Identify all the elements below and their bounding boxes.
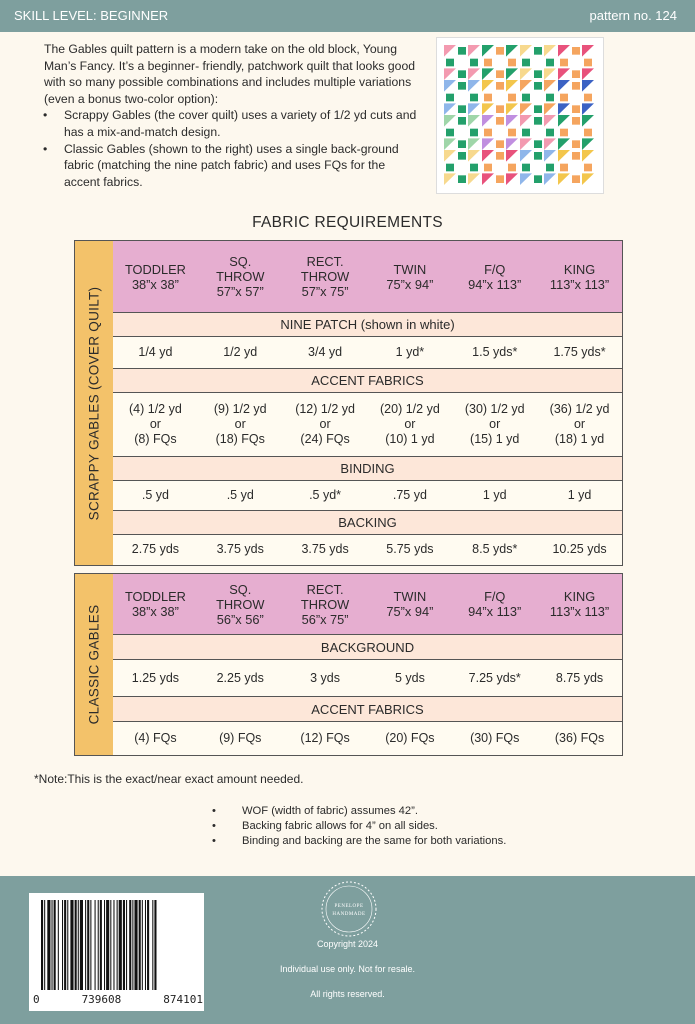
quilt-triangle	[558, 115, 570, 127]
quilt-square	[546, 129, 554, 137]
quilt-triangle	[582, 103, 594, 115]
classic-gables-table	[74, 573, 623, 756]
backing-band: BACKING	[113, 511, 622, 535]
quilt-square	[572, 152, 580, 160]
nine-patch-value: 1/4 yd	[138, 345, 173, 359]
quilt-triangle	[444, 173, 456, 185]
size-header: RECT. THROW 57”x 75”	[300, 254, 350, 299]
quilt-triangle	[558, 150, 570, 162]
intro-text	[44, 41, 424, 190]
quilt-triangle	[444, 103, 456, 115]
pattern-number: pattern no. 124	[589, 8, 677, 23]
accent-value: (36) FQs	[554, 730, 605, 745]
size-header: SQ. THROW 57”x 57”	[216, 254, 265, 299]
quilt-square	[572, 175, 580, 183]
quilt-triangle	[444, 115, 456, 127]
quilt-square	[458, 175, 466, 183]
binding-row	[113, 481, 622, 511]
quilt-square	[458, 70, 466, 78]
quilt-square	[572, 70, 580, 78]
quilt-square	[458, 152, 466, 160]
size-header: RECT. THROW 56”x 75”	[300, 581, 350, 627]
quilt-triangle	[468, 115, 480, 127]
background-value: 7.25 yds*	[468, 670, 521, 685]
intro-bullet: • Scrappy Gables (the cover quilt) uses a variety of 1/2 yd cuts and has a mix-and-match design.	[44, 107, 424, 140]
accent-value: (20) 1/2 yd or (10) 1 yd	[380, 402, 440, 446]
nine-patch-row	[113, 337, 622, 369]
quilt-triangle	[544, 45, 556, 57]
quilt-triangle	[582, 68, 594, 80]
penelope-handmade-logo	[320, 880, 378, 938]
quilt-triangle	[444, 68, 456, 80]
accent-row	[113, 393, 622, 457]
quilt-square	[560, 94, 568, 102]
quilt-square	[508, 164, 516, 172]
quilt-triangle	[482, 103, 494, 115]
quilt-square	[508, 94, 516, 102]
accent-value: (30) FQs	[470, 730, 520, 745]
quilt-triangle	[520, 115, 532, 127]
quilt-triangle	[544, 103, 556, 115]
quilt-square	[458, 117, 466, 125]
quilt-image	[437, 38, 603, 193]
quilt-square	[458, 140, 466, 148]
intro-bullets	[44, 107, 424, 190]
quilt-triangle	[520, 68, 532, 80]
quilt-square	[446, 94, 454, 102]
quilt-triangle	[468, 150, 480, 162]
top-bar	[0, 0, 695, 32]
binding-value: 1 yd	[567, 488, 592, 502]
barcode-digits: 0 739608 874101	[33, 993, 203, 1006]
size-header-row	[113, 241, 622, 313]
size-header: TWIN 75”x 94”	[386, 261, 434, 292]
size-header: SQ. THROW 56”x 56”	[216, 581, 265, 627]
backing-value: 3.75 yds	[301, 541, 349, 556]
quilt-triangle	[506, 150, 518, 162]
quilt-triangle	[582, 173, 594, 185]
quilt-square	[470, 129, 478, 137]
background-value: 8.75 yds	[555, 670, 604, 685]
nine-patch-value: 1 yd*	[395, 345, 425, 359]
quilt-square	[584, 59, 592, 67]
quilt-square	[470, 164, 478, 172]
quilt-square	[458, 82, 466, 90]
binding-value: .5 yd	[226, 488, 254, 502]
quilt-triangle	[558, 103, 570, 115]
quilt-triangle	[468, 138, 480, 150]
quilt-square	[496, 70, 504, 78]
footer	[0, 876, 695, 1024]
nine-patch-band: NINE PATCH (shown in white)	[113, 313, 622, 337]
background-value: 2.25 yds	[216, 670, 264, 685]
scrappy-side-label: SCRAPPY GABLES (COVER QUILT)	[86, 286, 102, 520]
quilt-triangle	[506, 80, 518, 92]
quilt-square	[484, 164, 492, 172]
quilt-square	[572, 105, 580, 113]
quilt-triangle	[544, 138, 556, 150]
accent-value: (12) FQs	[300, 730, 350, 745]
classic-grid	[113, 574, 622, 755]
accent-value: (12) 1/2 yd or (24) FQs	[295, 402, 355, 446]
accent-value: (4) FQs	[134, 730, 177, 745]
accent-value: (9) 1/2 yd or (18) FQs	[213, 402, 267, 446]
scrappy-gables-table	[74, 240, 623, 566]
svg-text:PENELOPE: PENELOPE	[334, 904, 364, 909]
quilt-square	[470, 59, 478, 67]
background-band: BACKGROUND	[113, 635, 622, 660]
quilt-triangle	[506, 173, 518, 185]
quilt-triangle	[544, 80, 556, 92]
size-header: F/Q 94”x 113”	[468, 589, 522, 619]
quilt-triangle	[482, 45, 494, 57]
quilt-triangle	[444, 80, 456, 92]
quilt-triangle	[520, 80, 532, 92]
quilt-triangle	[582, 115, 594, 127]
quilt-square	[584, 164, 592, 172]
quilt-triangle	[558, 68, 570, 80]
scrappy-grid	[113, 241, 622, 565]
background-row	[113, 660, 622, 697]
quilt-square	[534, 105, 542, 113]
background-value: 5 yds	[394, 670, 425, 685]
binding-value: .5 yd	[141, 488, 169, 502]
quilt-square	[470, 94, 478, 102]
background-value: 1.25 yds	[131, 670, 180, 685]
quilt-square	[496, 140, 504, 148]
backing-row	[113, 535, 622, 563]
quilt-triangle	[482, 80, 494, 92]
quilt-square	[534, 117, 542, 125]
quilt-square	[496, 82, 504, 90]
quilt-square	[534, 82, 542, 90]
notes-list	[212, 804, 506, 848]
quilt-triangle	[482, 68, 494, 80]
quilt-triangle	[468, 45, 480, 57]
quilt-triangle	[582, 45, 594, 57]
nine-patch-value: 3/4 yd	[308, 345, 343, 359]
binding-value: .75 yd	[392, 488, 427, 502]
copyright: Copyright 2024	[316, 939, 379, 949]
quilt-triangle	[520, 138, 532, 150]
quilt-square	[458, 47, 466, 55]
classic-side-label: CLASSIC GABLES	[86, 604, 102, 725]
binding-value: .5 yd*	[309, 488, 342, 502]
accent-value: (36) 1/2 yd or (18) 1 yd	[549, 402, 610, 446]
quilt-square	[496, 175, 504, 183]
quilt-triangle	[506, 115, 518, 127]
size-header: KING 113”x 113”	[549, 589, 610, 619]
quilt-square	[484, 94, 492, 102]
svg-text:HANDMADE: HANDMADE	[332, 912, 366, 917]
nine-patch-value: 1.75 yds*	[553, 345, 606, 359]
quilt-square	[534, 140, 542, 148]
quilt-square	[560, 164, 568, 172]
accent-value: (30) 1/2 yd or (15) 1 yd	[464, 402, 525, 446]
size-header: KING 113”x 113”	[549, 261, 610, 292]
quilt-square	[534, 175, 542, 183]
quilt-square	[572, 117, 580, 125]
quilt-square	[508, 129, 516, 137]
quilt-triangle	[558, 45, 570, 57]
quilt-triangle	[558, 80, 570, 92]
quilt-triangle	[558, 173, 570, 185]
backing-value: 5.75 yds	[386, 541, 434, 556]
quilt-triangle	[582, 150, 594, 162]
accent-row	[113, 722, 622, 754]
quilt-square	[522, 129, 530, 137]
intro-bullet: • Classic Gables (shown to the right) uses a single back-ground fabric (matching the nine patch fabric) and uses FQs for the accent fabrics.	[44, 141, 424, 191]
background-value: 3 yds	[310, 670, 341, 685]
intro-paragraph: The Gables quilt pattern is a modern take on the old block, Young Man’s Fancy. It’s a beginner- friendly, patchwork quilt that looks good with so many possible combinations and includes multiple variations (even a bonus two-color option):	[44, 42, 416, 106]
quilt-triangle	[544, 150, 556, 162]
quilt-square	[496, 105, 504, 113]
notes-item: • Backing fabric allows for 4” on all sides.	[212, 819, 506, 834]
quilt-square	[484, 59, 492, 67]
quilt-square	[534, 47, 542, 55]
usage-note: Individual use only. Not for resale.	[280, 964, 415, 974]
quilt-square	[534, 152, 542, 160]
size-header: TWIN 75”x 94”	[386, 589, 434, 619]
quilt-square	[546, 59, 554, 67]
accent-band: ACCENT FABRICS	[113, 697, 622, 722]
quilt-square	[546, 94, 554, 102]
quilt-square	[560, 129, 568, 137]
quilt-square	[584, 94, 592, 102]
binding-value: 1 yd	[482, 488, 507, 502]
quilt-square	[522, 59, 530, 67]
quilt-square	[572, 82, 580, 90]
quilt-triangle	[468, 103, 480, 115]
quilt-triangle	[468, 173, 480, 185]
binding-band: BINDING	[113, 457, 622, 481]
accent-value: (20) FQs	[385, 730, 435, 745]
backing-value: 8.5 yds*	[472, 541, 518, 556]
quilt-triangle	[520, 45, 532, 57]
quilt-illustration	[437, 38, 603, 193]
rights-note: All rights reserved.	[310, 989, 385, 999]
quilt-triangle	[444, 150, 456, 162]
backing-value: 3.75 yds	[216, 541, 264, 556]
quilt-triangle	[506, 68, 518, 80]
quilt-triangle	[582, 80, 594, 92]
notes-item: • WOF (width of fabric) assumes 42”.	[212, 804, 506, 819]
quilt-square	[508, 59, 516, 67]
quilt-square	[458, 105, 466, 113]
quilt-square	[496, 117, 504, 125]
quilt-triangle	[482, 173, 494, 185]
quilt-triangle	[506, 103, 518, 115]
quilt-triangle	[520, 150, 532, 162]
quilt-triangle	[558, 138, 570, 150]
quilt-square	[496, 152, 504, 160]
quilt-square	[484, 129, 492, 137]
quilt-triangle	[544, 173, 556, 185]
size-header-row	[113, 574, 622, 635]
quilt-square	[446, 59, 454, 67]
skill-level: SKILL LEVEL: BEGINNER	[14, 8, 169, 23]
backing-value: 10.25 yds	[552, 541, 607, 556]
fabric-requirements-title: FABRIC REQUIREMENTS	[252, 214, 443, 231]
quilt-triangle	[482, 138, 494, 150]
quilt-square	[546, 164, 554, 172]
quilt-square	[522, 94, 530, 102]
quilt-triangle	[506, 45, 518, 57]
quilt-triangle	[482, 150, 494, 162]
backing-value: 2.75 yds	[131, 541, 180, 556]
quilt-triangle	[482, 115, 494, 127]
size-header: TODDLER 38”x 38”	[124, 589, 186, 619]
note: *Note:This is the exact/near exact amount needed.	[34, 772, 304, 786]
quilt-square	[446, 129, 454, 137]
accent-value: (4) 1/2 yd or (8) FQs	[129, 402, 182, 446]
quilt-triangle	[544, 68, 556, 80]
quilt-square	[560, 59, 568, 67]
quilt-square	[584, 129, 592, 137]
quilt-triangle	[468, 80, 480, 92]
nine-patch-value: 1/2 yd	[223, 345, 258, 359]
nine-patch-value: 1.5 yds*	[472, 345, 518, 359]
quilt-triangle	[444, 138, 456, 150]
size-header: F/Q 94”x 113”	[468, 261, 522, 292]
quilt-triangle	[520, 103, 532, 115]
size-header: TODDLER 38”x 38”	[124, 261, 186, 292]
quilt-square	[496, 47, 504, 55]
quilt-triangle	[506, 138, 518, 150]
accent-band: ACCENT FABRICS	[113, 369, 622, 393]
quilt-square	[534, 70, 542, 78]
quilt-square	[522, 164, 530, 172]
quilt-triangle	[544, 115, 556, 127]
accent-value: (9) FQs	[219, 730, 262, 745]
quilt-square	[572, 140, 580, 148]
quilt-triangle	[468, 68, 480, 80]
quilt-square	[572, 47, 580, 55]
quilt-triangle	[520, 173, 532, 185]
quilt-triangle	[444, 45, 456, 57]
notes-item: • Binding and backing are the same for both variations.	[212, 834, 506, 849]
quilt-square	[446, 164, 454, 172]
quilt-triangle	[582, 138, 594, 150]
